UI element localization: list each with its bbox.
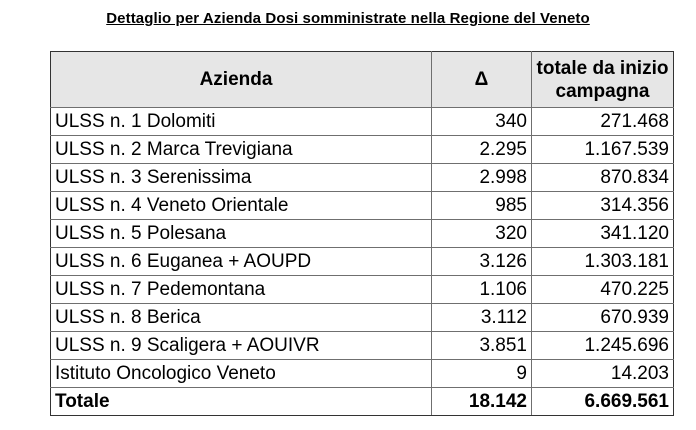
cell-azienda: ULSS n. 8 Berica — [51, 304, 432, 332]
header-totale: totale da inizio campagna — [532, 52, 674, 108]
table-row — [51, 108, 674, 136]
cell-totale: 470.225 — [532, 276, 674, 304]
total-label: Totale — [51, 388, 432, 416]
cell-azienda: ULSS n. 4 Veneto Orientale — [51, 192, 432, 220]
table-row — [51, 192, 674, 220]
page-title: Dettaglio per Azienda Dosi somministrate nella Regione del Veneto — [106, 10, 590, 27]
doses-table — [50, 51, 674, 416]
table-row — [51, 248, 674, 276]
cell-delta: 3.851 — [432, 332, 532, 360]
header-azienda: Azienda — [51, 52, 432, 108]
cell-azienda: ULSS n. 5 Polesana — [51, 220, 432, 248]
table-header-row — [51, 52, 674, 108]
cell-totale: 1.245.696 — [532, 332, 674, 360]
cell-azienda: ULSS n. 9 Scaligera + AOUIVR — [51, 332, 432, 360]
cell-azienda: ULSS n. 2 Marca Trevigiana — [51, 136, 432, 164]
cell-totale: 314.356 — [532, 192, 674, 220]
cell-totale: 670.939 — [532, 304, 674, 332]
cell-azienda: ULSS n. 7 Pedemontana — [51, 276, 432, 304]
table-row — [51, 360, 674, 388]
cell-totale: 271.468 — [532, 108, 674, 136]
table-row — [51, 276, 674, 304]
cell-azienda: Istituto Oncologico Veneto — [51, 360, 432, 388]
total-totale: 6.669.561 — [532, 388, 674, 416]
cell-azienda: ULSS n. 6 Euganea + AOUPD — [51, 248, 432, 276]
cell-delta: 1.106 — [432, 276, 532, 304]
cell-totale: 14.203 — [532, 360, 674, 388]
total-row — [51, 388, 674, 416]
table-row — [51, 136, 674, 164]
cell-delta: 9 — [432, 360, 532, 388]
cell-delta: 340 — [432, 108, 532, 136]
cell-totale: 870.834 — [532, 164, 674, 192]
total-delta: 18.142 — [432, 388, 532, 416]
header-delta: Δ — [432, 52, 532, 108]
cell-delta: 320 — [432, 220, 532, 248]
cell-delta: 985 — [432, 192, 532, 220]
table-row — [51, 304, 674, 332]
table-row — [51, 332, 674, 360]
cell-totale: 1.167.539 — [532, 136, 674, 164]
cell-delta: 2.295 — [432, 136, 532, 164]
table-body — [51, 108, 674, 416]
cell-totale: 1.303.181 — [532, 248, 674, 276]
table-row — [51, 164, 674, 192]
table-row — [51, 220, 674, 248]
cell-azienda: ULSS n. 3 Serenissima — [51, 164, 432, 192]
cell-azienda: ULSS n. 1 Dolomiti — [51, 108, 432, 136]
cell-totale: 341.120 — [532, 220, 674, 248]
cell-delta: 3.112 — [432, 304, 532, 332]
cell-delta: 2.998 — [432, 164, 532, 192]
cell-delta: 3.126 — [432, 248, 532, 276]
